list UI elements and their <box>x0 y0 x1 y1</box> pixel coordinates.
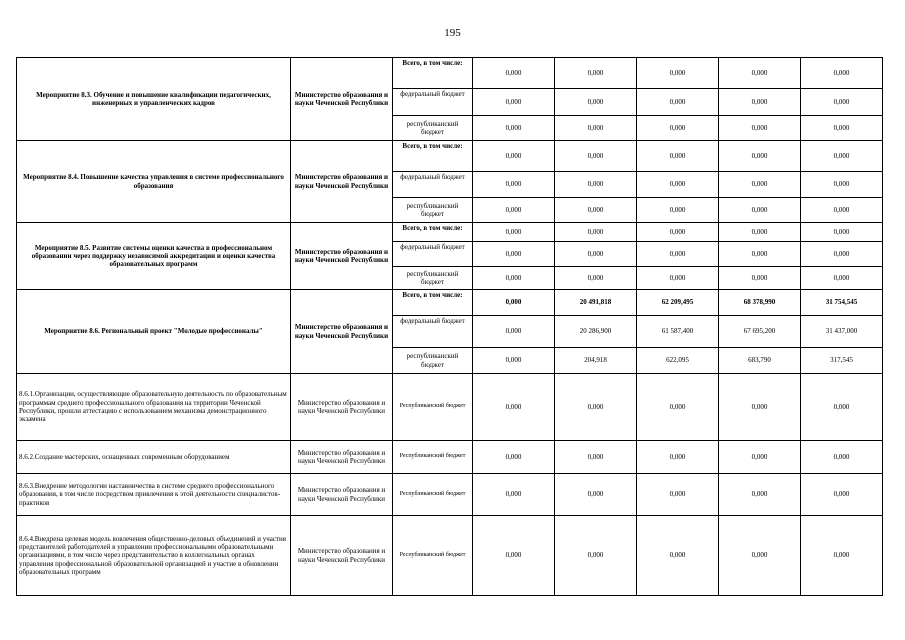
value-cell: 0,000 <box>473 172 555 198</box>
executor-cell: Министерство образования и науки Чеченской Республики <box>291 441 393 474</box>
funding-source: федеральный бюджет <box>393 242 473 267</box>
sub-measure-title: 8.6.2.Создание мастерских, оснащенных современным оборудованием <box>17 441 291 474</box>
value-cell: 204,918 <box>555 348 637 374</box>
funding-source: Республиканский бюджет <box>393 441 473 474</box>
sub-measure-title: 8.6.4.Внедрена целевая модель вовлечения общественно-деловых объединений и участия представителей работодателей в управлении профессиональными образовательными организациями, в том числе через представительство в коллегиальных органах управления профессиональной образовательной организацией и участие в обновлении образовательных программ <box>17 516 291 596</box>
value-cell: 0,000 <box>555 267 637 290</box>
value-cell: 0,000 <box>637 441 719 474</box>
table-row <box>17 141 883 172</box>
value-cell: 31 437,000 <box>801 316 883 348</box>
value-cell: 0,000 <box>473 89 555 116</box>
funding-source: Всего, в том числе: <box>393 141 473 172</box>
value-cell: 0,000 <box>801 441 883 474</box>
measure-title: Мероприятие 8.6. Региональный проект "Молодые профессионалы" <box>17 290 291 374</box>
value-cell: 0,000 <box>555 58 637 89</box>
value-cell: 0,000 <box>801 198 883 223</box>
value-cell: 0,000 <box>801 141 883 172</box>
value-cell: 0,000 <box>719 141 801 172</box>
funding-source: республиканский бюджет <box>393 267 473 290</box>
value-cell: 0,000 <box>555 198 637 223</box>
value-cell: 0,000 <box>801 267 883 290</box>
value-cell: 0,000 <box>555 516 637 596</box>
funding-source: республиканский бюджет <box>393 348 473 374</box>
table-row <box>17 474 883 516</box>
value-cell: 0,000 <box>473 441 555 474</box>
executor-cell: Министерство образования и науки Чеченской Республики <box>291 290 393 374</box>
value-cell: 0,000 <box>637 89 719 116</box>
value-cell: 0,000 <box>473 116 555 141</box>
value-cell: 0,000 <box>637 172 719 198</box>
table-row <box>17 290 883 316</box>
value-cell: 0,000 <box>473 290 555 316</box>
value-cell: 0,000 <box>719 172 801 198</box>
value-cell: 0,000 <box>473 267 555 290</box>
value-cell: 0,000 <box>555 441 637 474</box>
value-cell: 0,000 <box>801 374 883 441</box>
value-cell: 0,000 <box>473 58 555 89</box>
funding-source: Республиканский бюджет <box>393 374 473 441</box>
value-cell: 0,000 <box>473 474 555 516</box>
value-cell: 62 209,495 <box>637 290 719 316</box>
executor-cell: Министерство образования и науки Чеченской Республики <box>291 141 393 223</box>
value-cell: 0,000 <box>555 474 637 516</box>
value-cell: 20 286,900 <box>555 316 637 348</box>
value-cell: 0,000 <box>555 141 637 172</box>
table-row <box>17 516 883 596</box>
value-cell: 622,095 <box>637 348 719 374</box>
funding-source: Всего, в том числе: <box>393 223 473 242</box>
value-cell: 0,000 <box>801 223 883 242</box>
value-cell: 0,000 <box>473 223 555 242</box>
budget-table <box>16 57 883 596</box>
value-cell: 67 695,200 <box>719 316 801 348</box>
value-cell: 0,000 <box>473 316 555 348</box>
value-cell: 0,000 <box>555 223 637 242</box>
table-row <box>17 374 883 441</box>
value-cell: 0,000 <box>719 89 801 116</box>
value-cell: 0,000 <box>801 89 883 116</box>
value-cell: 0,000 <box>555 89 637 116</box>
funding-source: федеральный бюджет <box>393 316 473 348</box>
value-cell: 0,000 <box>555 172 637 198</box>
value-cell: 0,000 <box>473 242 555 267</box>
funding-source: федеральный бюджет <box>393 172 473 198</box>
table-row <box>17 223 883 242</box>
value-cell: 0,000 <box>801 242 883 267</box>
value-cell: 0,000 <box>473 141 555 172</box>
page-number: 195 <box>444 27 461 39</box>
value-cell: 0,000 <box>801 116 883 141</box>
value-cell: 0,000 <box>719 116 801 141</box>
sub-measure-title: 8.6.3.Внедрение методологии наставничества в системе среднего профессионального образования, в том числе посредством привлечения к этой деятельности специалистов-практиков <box>17 474 291 516</box>
value-cell: 0,000 <box>473 348 555 374</box>
funding-source: Республиканский бюджет <box>393 474 473 516</box>
value-cell: 0,000 <box>637 374 719 441</box>
value-cell: 0,000 <box>719 198 801 223</box>
value-cell: 0,000 <box>555 242 637 267</box>
value-cell: 0,000 <box>473 516 555 596</box>
value-cell: 68 378,990 <box>719 290 801 316</box>
value-cell: 31 754,545 <box>801 290 883 316</box>
value-cell: 0,000 <box>719 516 801 596</box>
value-cell: 0,000 <box>719 441 801 474</box>
value-cell: 0,000 <box>719 474 801 516</box>
measure-title: Мероприятие 8.4. Повышение качества управления в системе профессионального образования <box>17 141 291 223</box>
value-cell: 0,000 <box>637 141 719 172</box>
executor-cell: Министерство образования и науки Чеченской Республики <box>291 374 393 441</box>
value-cell: 0,000 <box>637 58 719 89</box>
table-row <box>17 58 883 89</box>
value-cell: 0,000 <box>637 116 719 141</box>
table-row <box>17 441 883 474</box>
funding-source: республиканский бюджет <box>393 198 473 223</box>
value-cell: 0,000 <box>637 242 719 267</box>
value-cell: 0,000 <box>719 223 801 242</box>
value-cell: 0,000 <box>637 267 719 290</box>
executor-cell: Министерство образования и науки Чеченской Республики <box>291 474 393 516</box>
funding-source: республиканский бюджет <box>393 116 473 141</box>
measure-title: Мероприятие 8.3. Обучение и повышение квалификации педагогических, инженерных и управленческих кадров <box>17 58 291 141</box>
funding-source: федеральный бюджет <box>393 89 473 116</box>
value-cell: 20 491,818 <box>555 290 637 316</box>
value-cell: 0,000 <box>473 374 555 441</box>
executor-cell: Министерство образования и науки Чеченской Республики <box>291 516 393 596</box>
value-cell: 0,000 <box>801 474 883 516</box>
value-cell: 0,000 <box>637 474 719 516</box>
value-cell: 61 587,400 <box>637 316 719 348</box>
value-cell: 0,000 <box>473 198 555 223</box>
value-cell: 0,000 <box>719 242 801 267</box>
value-cell: 0,000 <box>719 58 801 89</box>
value-cell: 0,000 <box>801 58 883 89</box>
measure-title: Мероприятие 8.5. Развитие системы оценки качества в профессиональном образовании через поддержку независимой аккредитации и оценки качества образовательных программ <box>17 223 291 290</box>
sub-measure-title: 8.6.1.Организации, осуществляющие образовательную деятельность по образовательным программам среднего профессионального образования на территории Чеченской Республики, прошли аттестацию с использованием механизма демонстрационного экзамена <box>17 374 291 441</box>
value-cell: 317,545 <box>801 348 883 374</box>
executor-cell: Министерство образования и науки Чеченской Республики <box>291 58 393 141</box>
value-cell: 0,000 <box>719 374 801 441</box>
value-cell: 0,000 <box>637 223 719 242</box>
value-cell: 0,000 <box>555 374 637 441</box>
value-cell: 0,000 <box>719 267 801 290</box>
value-cell: 0,000 <box>801 172 883 198</box>
value-cell: 0,000 <box>637 198 719 223</box>
value-cell: 0,000 <box>801 516 883 596</box>
value-cell: 0,000 <box>637 516 719 596</box>
funding-source: Республиканский бюджет <box>393 516 473 596</box>
executor-cell: Министерство образования и науки Чеченской Республики <box>291 223 393 290</box>
value-cell: 0,000 <box>555 116 637 141</box>
value-cell: 683,790 <box>719 348 801 374</box>
funding-source: Всего, в том числе: <box>393 290 473 316</box>
funding-source: Всего, в том числе: <box>393 58 473 89</box>
